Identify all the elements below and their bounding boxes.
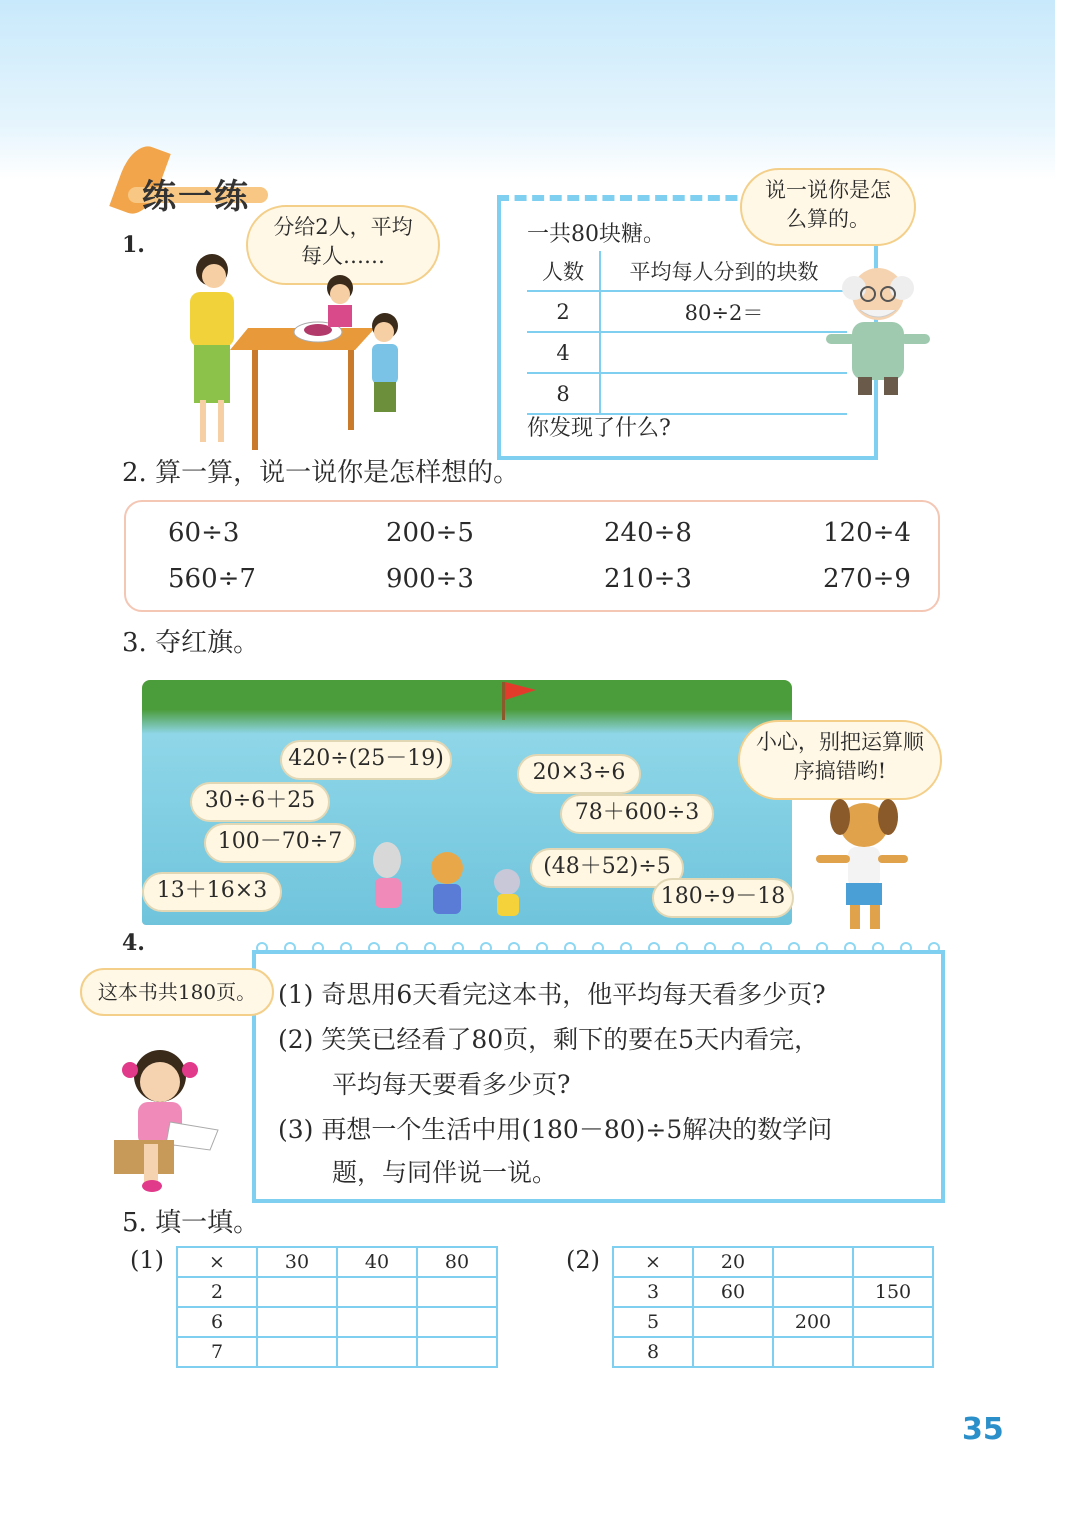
answer-cell[interactable] (417, 1337, 497, 1367)
table-row (527, 291, 847, 332)
table-cell: 3 (613, 1277, 693, 1307)
table-cell: 20 (693, 1247, 773, 1277)
section-title (120, 165, 270, 215)
stone-expression: (48＋52)÷5 (530, 848, 684, 888)
reading-girl-illustration (110, 1040, 230, 1195)
answer-cell[interactable] (337, 1307, 417, 1337)
answer-cell[interactable] (693, 1337, 773, 1367)
grandpa-speech-bubble (740, 168, 916, 246)
answer-cell[interactable] (337, 1337, 417, 1367)
people-cell: 2 (527, 291, 600, 332)
table-row (613, 1337, 933, 1367)
answer-cell[interactable] (257, 1277, 337, 1307)
page-margin (1055, 0, 1080, 1527)
answer-cell[interactable] (773, 1247, 853, 1277)
q3-label: 3. 夺红旗。 (122, 628, 260, 658)
table-row (177, 1247, 497, 1277)
table-header-row (527, 251, 847, 291)
girl-speech-text: 这本书共180页。 (97, 980, 257, 1004)
calc-expression: 560÷7 (168, 564, 256, 594)
stone-expression: 13＋16×3 (142, 872, 282, 912)
table-row (613, 1277, 933, 1307)
answer-cell[interactable] (853, 1337, 933, 1367)
calc-expression: 240÷8 (604, 518, 692, 548)
q1-number: 1. (122, 232, 145, 258)
table-row (613, 1307, 933, 1337)
multiplication-table-2 (612, 1246, 934, 1368)
table-cell: 30 (257, 1247, 337, 1277)
table-row (177, 1337, 497, 1367)
girl-speech-bubble (80, 968, 274, 1016)
stone-expression: 78＋600÷3 (560, 794, 714, 834)
animal-characters (357, 830, 547, 925)
dog-illustration (812, 795, 912, 935)
answer-cell[interactable] (773, 1277, 853, 1307)
calc-expression: 210÷3 (604, 564, 692, 594)
problem-item: (1) 奇思用6天看完这本书，他平均每天看多少页? (278, 980, 826, 1009)
q2-label: 2. 算一算，说一说你是怎样想的。 (122, 458, 520, 488)
each-cell[interactable] (600, 332, 847, 373)
calc-box (124, 500, 940, 612)
red-flag-icon (498, 680, 538, 720)
problem-item: 题，与同伴说一说。 (332, 1158, 558, 1187)
answer-cell[interactable] (853, 1307, 933, 1337)
calc-expression: 900÷3 (386, 564, 474, 594)
candy-intro: 一共80块糖。 (527, 222, 665, 247)
table-cell: 200 (773, 1307, 853, 1337)
table-cell: × (177, 1247, 257, 1277)
calc-expression: 270÷9 (823, 564, 911, 594)
each-cell[interactable] (600, 373, 847, 414)
table-cell: 80 (417, 1247, 497, 1277)
answer-cell[interactable] (257, 1307, 337, 1337)
answer-cell[interactable] (337, 1277, 417, 1307)
problem-item: 平均每天要看多少页? (332, 1070, 571, 1099)
teacher-speech-text: 分给2人，平均每人…… (273, 215, 413, 268)
problem-item: (3) 再想一个生活中用(180－80)÷5解决的数学问 (278, 1115, 833, 1144)
each-cell[interactable]: 80÷2＝ (600, 291, 847, 332)
teacher-children-illustration (170, 250, 410, 455)
table-cell: 40 (337, 1247, 417, 1277)
stone-expression: 420÷(25－19) (280, 740, 452, 780)
stone-expression: 20×3÷6 (517, 754, 641, 794)
calc-expression: 60÷3 (168, 518, 240, 548)
dog-speech-bubble (738, 720, 942, 800)
reading-problem-box (252, 950, 945, 1203)
table-row (527, 332, 847, 373)
answer-cell[interactable] (853, 1247, 933, 1277)
header-people: 人数 (527, 251, 600, 291)
page-number: 35 (962, 1412, 1004, 1447)
table-cell: 7 (177, 1337, 257, 1367)
table-cell: 150 (853, 1277, 933, 1307)
q1-question: 你发现了什么? (527, 416, 671, 441)
people-cell: 8 (527, 373, 600, 414)
table-cell: 6 (177, 1307, 257, 1337)
problem-item: (2) 笑笑已经看了80页，剩下的要在5天内看完， (278, 1025, 820, 1054)
candy-table (527, 251, 847, 415)
grandpa-illustration (820, 262, 935, 402)
header-each: 平均每人分到的块数 (600, 251, 847, 291)
stone-expression: 30÷6＋25 (190, 782, 330, 822)
table-cell: × (613, 1247, 693, 1277)
table-cell: 60 (693, 1277, 773, 1307)
table-cell: 8 (613, 1337, 693, 1367)
table-cell: 2 (177, 1277, 257, 1307)
people-cell: 4 (527, 332, 600, 373)
table2-label: (2) (566, 1246, 600, 1274)
stone-expression: 100－70÷7 (204, 823, 356, 863)
q5-label: 5. 填一填。 (122, 1208, 260, 1238)
table-row (613, 1247, 933, 1277)
answer-cell[interactable] (417, 1307, 497, 1337)
q4-number: 4. (122, 930, 145, 956)
answer-cell[interactable] (417, 1277, 497, 1307)
calc-expression: 200÷5 (386, 518, 474, 548)
answer-cell[interactable] (693, 1307, 773, 1337)
stone-expression: 180÷9－18 (652, 878, 794, 918)
dog-speech-text: 小心，别把运算顺序搞错哟! (756, 730, 924, 783)
table-cell: 5 (613, 1307, 693, 1337)
table-row (527, 373, 847, 414)
multiplication-table-1 (176, 1246, 498, 1368)
river-scene (142, 680, 792, 925)
section-title-text: 练一练 (142, 177, 250, 217)
grandpa-speech-text: 说一说你是怎么算的。 (765, 178, 891, 231)
calc-expression: 120÷4 (823, 518, 911, 548)
answer-cell[interactable] (773, 1337, 853, 1367)
table1-label: (1) (130, 1246, 164, 1274)
answer-cell[interactable] (257, 1337, 337, 1367)
table-row (177, 1277, 497, 1307)
table-row (177, 1307, 497, 1337)
